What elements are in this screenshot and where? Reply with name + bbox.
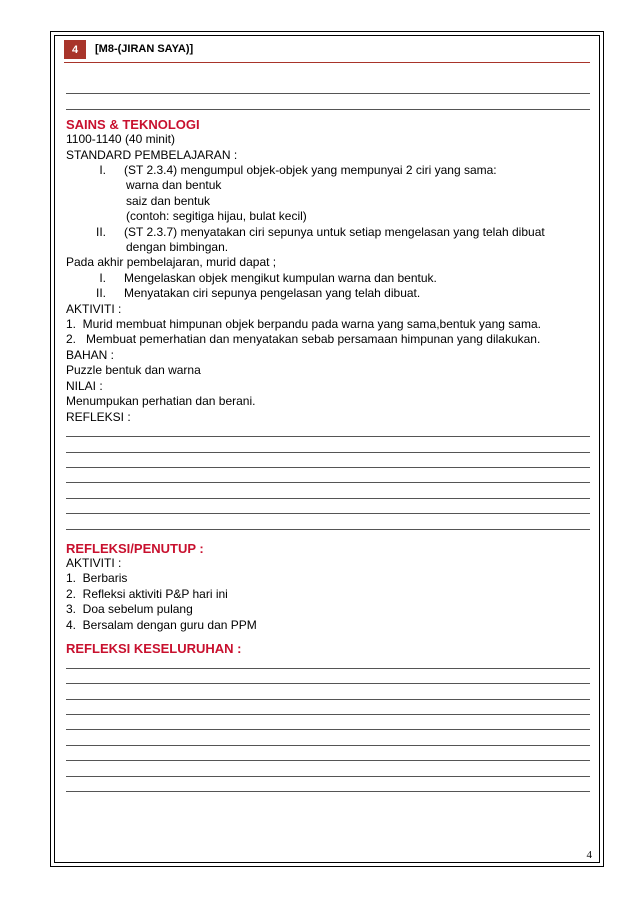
blank-line [66,718,590,733]
page-number: 4 [586,849,592,861]
blank-line [66,764,590,779]
penutup-item: 1. Berbaris [66,571,128,586]
penutup-item: 2. Refleksi aktiviti P&P hari ini [66,586,228,601]
document-body [66,82,590,795]
section-heading-keseluruhan: REFLEKSI KESELURUHAN : [66,641,242,657]
blank-line [66,456,590,471]
blank-line [66,517,590,532]
header-badge: 4 [64,40,86,59]
outcome-item: I. Mengelaskan objek mengikut kumpulan warna dan bentuk. [99,270,437,285]
outcome-label: Pada akhir pembelajaran, murid dapat ; [66,255,277,270]
aktiviti-item: 1. Murid membuat himpunan objek berpandu pada warna yang sama,bentuk yang sama. [66,317,541,332]
bahan-label: BAHAN : [66,347,115,362]
blank-line [66,486,590,501]
aktiviti-item: 2. Membuat pemerhatian dan menyatakan sebab persamaan himpunan yang dilakukan. [66,332,541,347]
blank-line [66,97,590,112]
lesson-time: 1100-1140 (40 minit) [66,132,175,147]
standard-item: I. (ST 2.3.4) mengumpul objek-objek yang mempunyai 2 ciri yang sama: [99,163,497,177]
standard-subitem: dengan bimbingan. [126,240,229,255]
blank-line [66,502,590,517]
blank-line [66,656,590,671]
blank-line [66,82,590,97]
standard-subitem: warna dan bentuk [126,178,222,193]
section-heading-penutup: REFLEKSI/PENUTUP : [66,540,204,556]
outcome-item: II. Menyatakan ciri sepunya pengelasan yang telah dibuat. [95,286,421,301]
penutup-item: 4. Bersalam dengan guru dan PPM [66,617,257,632]
standard-subitem: saiz dan bentuk [126,193,211,208]
standard-subitem: (contoh: segitiga hijau, bulat kecil) [126,209,307,224]
bahan-value: Puzzle bentuk dan warna [66,363,201,378]
blank-line [66,733,590,748]
nilai-label: NILAI : [66,378,103,393]
header-title: [M8-(JIRAN SAYA)] [95,43,194,55]
section-heading-sains: SAINS & TEKNOLOGI [66,116,200,132]
blank-line [66,425,590,440]
header-rule [64,62,590,63]
blank-line [66,471,590,486]
penutup-item: 3. Doa sebelum pulang [66,602,193,617]
blank-line [66,780,590,795]
standard-label: STANDARD PEMBELAJARAN : [66,147,238,162]
blank-line [66,672,590,687]
blank-line [66,703,590,718]
refleksi-label: REFLEKSI : [66,409,131,424]
standard-item: II. (ST 2.3.7) menyatakan ciri sepunya untuk setiap mengelasan yang telah dibuat [95,224,545,239]
blank-line [66,687,590,702]
aktiviti-label: AKTIVITI : [66,301,122,316]
nilai-value: Menumpukan perhatian dan berani. [66,394,256,409]
penutup-aktiviti-label: AKTIVITI : [66,556,122,571]
blank-line [66,749,590,764]
blank-line [66,440,590,455]
